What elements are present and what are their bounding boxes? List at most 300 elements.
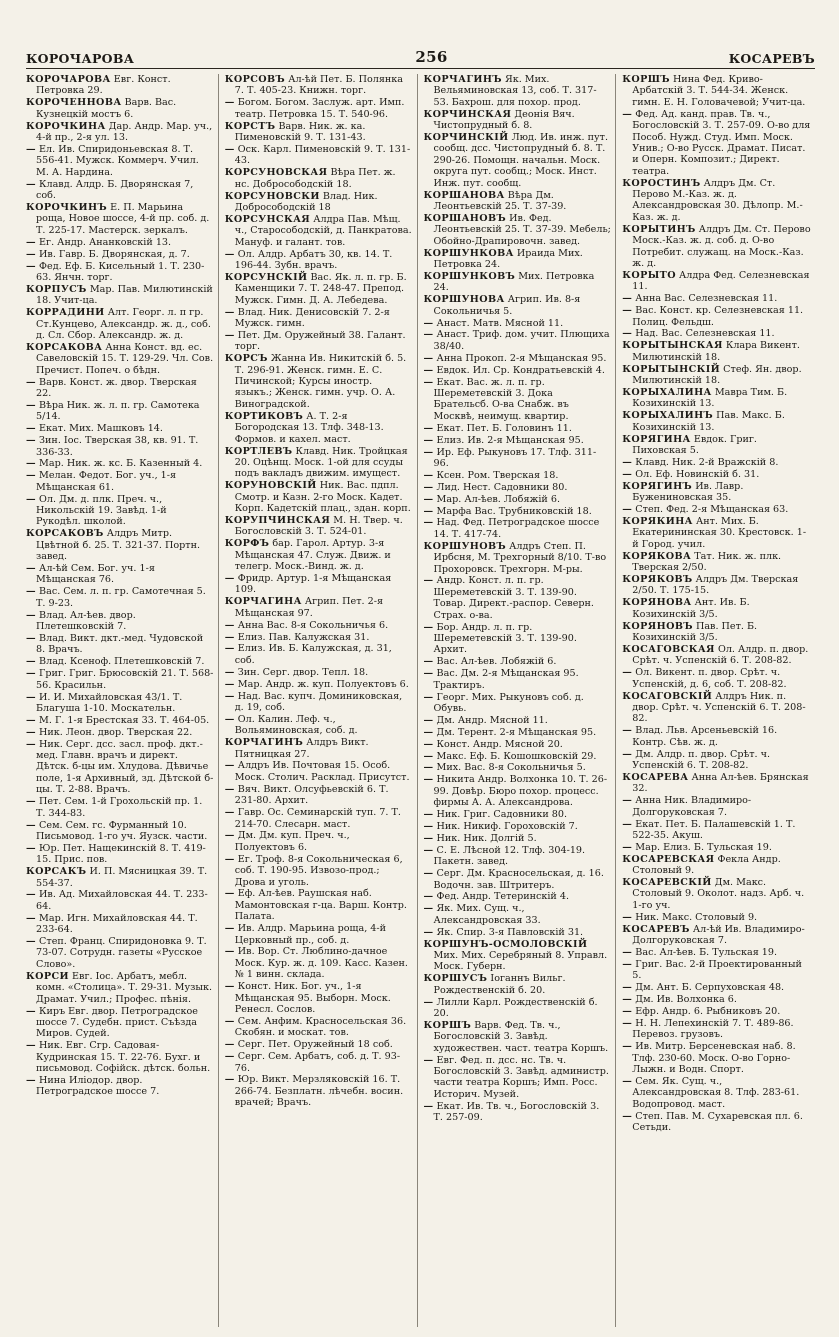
entry-name: КОРШУНОВА bbox=[423, 294, 505, 306]
directory-entry bbox=[424, 575, 612, 621]
entry-name: — bbox=[423, 996, 434, 1008]
entry-details: Елиз. Пав. Калужская 31. bbox=[234, 631, 370, 643]
directory-columns bbox=[26, 74, 815, 1327]
entry-name: — bbox=[423, 352, 434, 364]
directory-entry bbox=[622, 912, 811, 923]
entry-name: КОРЧИНСКАЯ bbox=[423, 108, 512, 120]
entry-details: Ник. Макс. Столовый 9. bbox=[632, 911, 758, 923]
entry-name: КОРШАНОВА bbox=[423, 189, 505, 201]
entry-name: КОСАРЕВА bbox=[622, 771, 689, 783]
entry-name: — bbox=[26, 248, 36, 260]
entry-details: Евг. Конст. Петровка 29. bbox=[36, 74, 171, 97]
directory-entry bbox=[26, 668, 214, 691]
entry-name: КОСАГОВСКІЙ bbox=[622, 690, 713, 702]
entry-name: — bbox=[224, 830, 235, 842]
entry-name: — bbox=[622, 1017, 633, 1029]
directory-entry bbox=[424, 692, 612, 715]
directory-entry bbox=[424, 656, 612, 667]
directory-entry bbox=[424, 517, 612, 540]
entry-details: Агрип. Ив. 8-я Сокольничья 5. bbox=[433, 294, 581, 317]
entry-name: — bbox=[224, 1015, 235, 1027]
directory-entry bbox=[26, 1040, 214, 1074]
entry-details: бар. Гарол. Артур. 3-я Мѣщанская 47. Служ. Движ. и телегр. Моск.-Винд. ж. д. bbox=[234, 538, 391, 573]
entry-details: Ираида Мих. Петровка 24. bbox=[433, 247, 583, 270]
entry-name: — bbox=[423, 809, 434, 821]
entry-details: Дм. Терент. 2-я Мѣщанская 95. bbox=[433, 726, 597, 738]
entry-name: КОРПУСЪ bbox=[26, 283, 87, 295]
directory-entry bbox=[225, 480, 413, 514]
entry-name: — bbox=[224, 631, 235, 643]
entry-name: — bbox=[26, 493, 36, 505]
entry-name: — bbox=[423, 469, 434, 481]
directory-entry bbox=[26, 1006, 214, 1040]
entry-name: КОРЯКОВА bbox=[622, 550, 692, 562]
entry-name: КОРСАКОВА bbox=[26, 341, 103, 353]
entry-name: — bbox=[423, 434, 434, 446]
directory-entry bbox=[225, 214, 413, 248]
entry-name: — bbox=[423, 656, 434, 668]
directory-entry bbox=[225, 691, 413, 714]
entry-name: КОРОЧКИНЪ bbox=[26, 201, 108, 213]
entry-name: — bbox=[622, 504, 633, 516]
entry-details: Григ. Григ. Брюсовскій 21. Т. 568-56. Красильн. bbox=[36, 668, 214, 691]
entry-details: Ол. Еф. Новинскій б. 31. bbox=[632, 468, 760, 480]
entry-name: — bbox=[423, 1100, 434, 1112]
directory-entry bbox=[225, 679, 413, 690]
entry-details: Влад. Льв. Арсеньевскій 16. Контр. Сѣв. ж. д. bbox=[632, 725, 778, 748]
directory-entry bbox=[424, 622, 612, 656]
entry-name: — bbox=[224, 783, 235, 795]
entry-name: КОСАРЕВСКІЙ bbox=[622, 877, 712, 889]
entry-details: Алдръ Викт. Пятницкая 27. bbox=[234, 737, 369, 760]
entry-details: Бор. Андр. л. п. гр. Шереметевскій 3. Т. 139-90. Архит. bbox=[433, 621, 577, 656]
directory-entry bbox=[26, 144, 214, 178]
entry-name: КОРШУНОВЪ bbox=[423, 540, 507, 552]
entry-details: Ник. Евг. Сгр. Садовая-Кудринская 15. Т. 22-76. Бухг. и письмовод. Софійск. дѣтск. больн. bbox=[36, 1040, 211, 1075]
entry-name: КОРСУНОВСКАЯ bbox=[224, 167, 328, 179]
directory-entry bbox=[26, 889, 214, 912]
entry-name: — bbox=[423, 891, 434, 903]
entry-details: Ив. Ад. Михайловская 44. Т. 233-64. bbox=[36, 889, 208, 912]
entry-details: Евдок. Ил. Ср. Кондратьевскій 4. bbox=[433, 364, 605, 376]
directory-entry bbox=[26, 866, 214, 889]
entry-details: Мар. Андр. ж. куп. Полуектовъ 6. bbox=[234, 678, 409, 690]
entry-name: КОРШАНОВЪ bbox=[423, 212, 507, 224]
directory-entry bbox=[26, 342, 214, 376]
entry-name: КОРЯНОВА bbox=[622, 597, 692, 609]
entry-name: КОРСУНОВСКИ bbox=[224, 190, 320, 202]
entry-name: — bbox=[224, 760, 235, 772]
entry-details: Алдръ Степ. П. Ирбсня, М. Трехгорный 8/10. Т-во Прохоровск. Трехгорн. М-ры. bbox=[433, 540, 607, 575]
entry-name: — bbox=[224, 248, 235, 260]
entry-details: Евг. Іос. Арбатъ, мебл. комн. «Столица». Т. 29-31. Музык. Драмат. Учил.; Профес. пѣнія. bbox=[36, 970, 213, 1005]
directory-entry bbox=[225, 330, 413, 353]
directory-entry bbox=[622, 877, 811, 911]
entry-name: — bbox=[622, 994, 633, 1006]
entry-details: Пав. Макс. Б. Козихинскій 13. bbox=[632, 410, 785, 433]
directory-entry bbox=[225, 737, 413, 760]
directory-entry bbox=[26, 563, 214, 586]
entry-details: Ег. Троф. 8-я Сокольническая 6, соб. Т. 190-95. Извозо-прод.; Дрова и уголь. bbox=[234, 853, 403, 888]
directory-entry bbox=[424, 353, 612, 364]
entry-details: Ив. Гавр. Б. Дворянская, д. 7. bbox=[36, 248, 190, 260]
entry-details: Степ. Пав. М. Сухаревская пл. 6. Сетьди. bbox=[632, 1110, 803, 1134]
entry-details: Алт. Георг. л. п гр. Ст.Кунцево, Александр. ж. д., соб. д. Сл. Сбор. Александр. ж. д. bbox=[36, 307, 211, 341]
entry-name: КОРЯГИНЪ bbox=[622, 480, 693, 492]
directory-entry bbox=[225, 714, 413, 737]
entry-details: И. И. Михайловская 43/1. Т. Благуша 1-10. Москательн. bbox=[36, 691, 183, 714]
entry-name: КОРЫТО bbox=[622, 269, 676, 281]
entry-details: Пет. Сем. 1-й Грохольскій пр. 1. Т. 344-83. bbox=[36, 796, 203, 819]
entry-name: КОРЫХАЛИНЪ bbox=[622, 410, 714, 422]
directory-entry bbox=[26, 739, 214, 796]
entry-name: — bbox=[423, 774, 434, 786]
entry-name: КОРШЪ bbox=[423, 1019, 472, 1031]
entry-details: Еф. Ал-ѣев. Раушская наб. Мамонтовская г-ца. Варш. Контр. Палата. bbox=[234, 888, 407, 923]
entry-name: — bbox=[622, 305, 633, 317]
directory-entry bbox=[26, 97, 214, 120]
entry-name: — bbox=[224, 143, 235, 155]
entry-name: КОРСТЪ bbox=[224, 120, 276, 132]
directory-entry bbox=[26, 727, 214, 738]
directory-entry bbox=[26, 843, 214, 866]
directory-entry bbox=[424, 423, 612, 434]
directory-entry bbox=[26, 249, 214, 260]
entry-details: Алдра Фед. Селезневская 11. bbox=[632, 269, 810, 293]
directory-entry bbox=[225, 643, 413, 666]
entry-name: — bbox=[224, 329, 235, 341]
directory-entry bbox=[424, 809, 612, 820]
entry-details: Мих. Мих. Серебряный 8. Управл. Моск. Губерн. bbox=[433, 949, 608, 973]
entry-details: Клавд. Ник. 2-й Вражскій 8. bbox=[632, 456, 779, 468]
entry-details: Анна Ник. Владимиро-Долгоруковская 7. bbox=[632, 795, 752, 818]
directory-entry bbox=[622, 481, 811, 504]
entry-name: КОРШУНКОВЪ bbox=[423, 270, 516, 282]
entry-details: Вѣра Дм. Леонтьевскій 25. Т. 37-39. bbox=[433, 189, 567, 212]
entry-details: Лилли Карл. Рождественскій б. 20. bbox=[433, 996, 598, 1019]
entry-name: КОРФЪ bbox=[224, 538, 270, 550]
directory-entry bbox=[622, 772, 811, 795]
entry-details: Вас. Сем. л. п. гр. Самотечная 5. Т. 9-23. bbox=[36, 586, 206, 609]
entry-name: — bbox=[26, 691, 36, 703]
entry-details: Ник. Никиф. Гороховскій 7. bbox=[433, 821, 578, 832]
entry-details: Іоганнъ Вильг. Рождественскій б. 20. bbox=[433, 973, 566, 996]
directory-entry bbox=[225, 167, 413, 190]
entry-details: Екат. Вас. ж. л. п. гр. Шереметевскій 3. Дока Брательсб. О-ва Снабж. въ Москвѣ, неимущ. квартир. bbox=[433, 376, 569, 422]
entry-name: КОРСАКЪ bbox=[26, 866, 87, 878]
entry-name: КОРШУНЪ-ОСМОЛОВСКІЙ bbox=[423, 938, 588, 950]
directory-entry bbox=[225, 830, 413, 853]
entry-details: Анна Конст. вд. ес. Савеловскій 15. Т. 129-29. Чл. Сов. Пречист. Попеч. о бѣдн. bbox=[36, 341, 214, 376]
entry-details: Нина Иліодор. двор. Петроградское шоссе 7. bbox=[36, 1074, 160, 1098]
entry-name: — bbox=[26, 458, 36, 470]
column-2 bbox=[225, 74, 418, 1327]
entry-name: — bbox=[622, 911, 633, 923]
directory-entry bbox=[424, 377, 612, 423]
entry-details: Вас. Ал-ѣев. Б. Тульская 19. bbox=[632, 946, 778, 958]
entry-name: — bbox=[622, 1110, 633, 1122]
entry-details: Фед. Еф. Б. Кисельный 1. Т. 230-63. Янчн. торг. bbox=[36, 260, 205, 283]
entry-details: Ол. Викент. п. двор. Срѣт. ч. Успенскій, д. 6, соб. Т. 208-82. bbox=[632, 667, 787, 690]
directory-entry bbox=[225, 538, 413, 572]
entry-details: Вас. Ал-ѣев. Лобяжій 6. bbox=[433, 656, 557, 668]
directory-entry bbox=[225, 446, 413, 480]
entry-name: КОРШУНКОВА bbox=[423, 247, 514, 259]
entry-details: Ант. Мих. Б. Екатерининская 30. Крестовск. 1-й Город. учил. bbox=[632, 515, 807, 550]
entry-name: — bbox=[622, 946, 633, 958]
entry-details: Мар. Елиз. Б. Тульская 19. bbox=[632, 841, 772, 853]
entry-details: Фекла Андр. Столовый 9. bbox=[632, 853, 781, 877]
directory-entry bbox=[424, 132, 612, 189]
directory-entry bbox=[225, 272, 413, 306]
entry-name: — bbox=[26, 435, 36, 447]
entry-details: Анна Вас. Селезневская 11. bbox=[632, 293, 778, 305]
directory-entry bbox=[26, 796, 214, 819]
entry-name: — bbox=[622, 725, 633, 737]
entry-name: — bbox=[26, 470, 36, 482]
entry-name: — bbox=[26, 586, 36, 598]
entry-details: Богом. Богом. Заслуж. арт. Имп. театр. Петровка 15. Т. 540-96. bbox=[234, 97, 405, 120]
entry-name: — bbox=[26, 819, 36, 831]
entry-details: Ол. Калин. Леф. ч., Вольяминовская, соб. д. bbox=[234, 713, 358, 737]
directory-entry bbox=[622, 924, 811, 947]
entry-name: — bbox=[423, 376, 434, 388]
entry-name: КОРЧАГИНЪ bbox=[423, 74, 502, 85]
directory-entry bbox=[622, 725, 811, 748]
directory-entry bbox=[424, 506, 612, 517]
entry-name: — bbox=[423, 621, 434, 633]
directory-entry bbox=[622, 270, 811, 293]
entry-name: — bbox=[423, 1054, 434, 1066]
entry-details: Ол. Алдр. Арбатъ 30, кв. 14. Т. 196-44. Зубн. врачъ. bbox=[234, 248, 393, 271]
entry-details: Вяч. Викт. Олсуфьевскій 6. Т. 231-80. Архит. bbox=[234, 783, 389, 807]
entry-details: Ник. Серг. дсс. засл. проф. дкт.-мед. Главн. врачъ и директ. Дѣтск. б-цы им. Хлудова. Дѣвичье поле, 1-я Архивный, зд. Дѣтской б-цы. Т. 2-88. Врачъ. bbox=[36, 738, 214, 796]
directory-entry bbox=[26, 261, 214, 284]
entry-details: Жанна Ив. Никитскій б. 5. Т. 296-91. Женск. гимн. Е. С. Пичинской; Курсы иностр. языкъ.; Женск. гимн. учр. О. А. Виноградской. bbox=[234, 353, 407, 410]
directory-entry bbox=[424, 927, 612, 938]
directory-entry bbox=[424, 739, 612, 750]
directory-entry bbox=[622, 410, 811, 433]
entry-details: Дм. Макс. Столовый 9. Околот. надз. Арб. ч. 1-го уч. bbox=[632, 877, 805, 911]
entry-details: Макс. Еф. Б. Кошошковскій 29. bbox=[433, 750, 597, 762]
directory-entry bbox=[424, 74, 612, 108]
directory-entry bbox=[26, 121, 214, 144]
directory-entry bbox=[225, 307, 413, 330]
entry-details: Дм. Алдр. п. двор. Срѣт. ч. Успенскій 6. Т. 208-82. bbox=[632, 748, 771, 771]
directory-entry bbox=[424, 271, 612, 294]
entry-details: Дм. Ив. Волхонка 6. bbox=[632, 994, 737, 1006]
entry-name: КОРЯГИНА bbox=[622, 433, 691, 445]
directory-entry bbox=[26, 610, 214, 633]
entry-name: КОРЯКОВЪ bbox=[622, 573, 693, 585]
entry-name: КОРСОВЪ bbox=[224, 74, 286, 85]
entry-name: — bbox=[423, 668, 434, 680]
entry-details: Варв. Конст. ж. двор. Тверская 22. bbox=[36, 376, 197, 399]
entry-details: Серг. Дм. Красносельская, д. 16. Водочн. зав. Штритеръ. bbox=[433, 868, 604, 891]
entry-details: Евдок. Григ. Пиховская 5. bbox=[632, 433, 757, 456]
entry-details: Ник. Вас. пдпл. Смотр. и Казн. 2-го Моск. Кадет. Корп. Кадетскій плац., здан. корп. bbox=[234, 480, 411, 515]
entry-name: — bbox=[423, 903, 434, 915]
directory-entry bbox=[622, 842, 811, 853]
entry-details: Екат. Пет. Б. Палашевскій 1. Т. 522-35. Акуш. bbox=[632, 818, 796, 841]
entry-name: КОРЫТИНЪ bbox=[622, 223, 696, 235]
entry-details: Евг. Фед. п. дсс. нс. Тв. ч. Богословскій 3. Завѣд. администр. части театра Коршъ; Имп. Росс. Историч. Музей. bbox=[433, 1054, 609, 1100]
entry-details: Юр. Пет. Нащекинскій 8. Т. 419-15. Прис. пов. bbox=[36, 842, 206, 866]
entry-name: — bbox=[26, 796, 36, 808]
directory-entry bbox=[225, 1016, 413, 1039]
entry-name: — bbox=[26, 714, 36, 726]
entry-name: — bbox=[224, 1039, 235, 1051]
entry-details: Над. Вас. купч. Доминиковская, д. 19, соб. bbox=[234, 690, 403, 713]
directory-entry bbox=[26, 179, 214, 202]
entry-name: — bbox=[423, 517, 434, 529]
entry-name: — bbox=[26, 889, 36, 901]
entry-name: — bbox=[423, 329, 434, 341]
entry-name: КОРСИ bbox=[26, 970, 69, 982]
directory-entry bbox=[225, 923, 413, 946]
entry-details: Алдръ Дм. Ст. Перово М.-Каз. ж. д. Александровская 30. Дѣлопр. М.-Каз. ж. д. bbox=[632, 177, 803, 223]
entry-name: — bbox=[26, 936, 36, 948]
entry-details: Ив. Вор. Ст. Люблино-дачное Моск. Кур. ж. д. 109. Касс. Казен. № 1 винн. склада. bbox=[234, 946, 408, 981]
directory-entry bbox=[622, 364, 811, 387]
directory-entry bbox=[424, 447, 612, 470]
entry-name: — bbox=[224, 572, 235, 584]
directory-entry bbox=[622, 328, 811, 339]
directory-entry bbox=[424, 668, 612, 691]
directory-entry bbox=[26, 494, 214, 528]
entry-details: Клара Викент. Милютинскій 18. bbox=[632, 340, 800, 363]
directory-entry bbox=[622, 1006, 811, 1017]
entry-name: КОРСУНСКІЙ bbox=[224, 271, 308, 283]
entry-details: Клавд. Алдр. Б. Дворянская 7, соб. bbox=[36, 178, 194, 202]
entry-name: КОРЧАГИНА bbox=[224, 596, 302, 608]
directory-entry bbox=[225, 411, 413, 445]
entry-details: Зин. Серг. двор. Тепл. 18. bbox=[234, 666, 369, 678]
entry-name: — bbox=[224, 853, 235, 865]
header-right-term: КОСАРЕВЪ bbox=[728, 51, 815, 66]
directory-entry bbox=[622, 994, 811, 1005]
entry-name: — bbox=[622, 748, 633, 760]
directory-entry bbox=[622, 504, 811, 515]
entry-name: — bbox=[26, 143, 36, 155]
directory-entry bbox=[424, 939, 612, 973]
directory-entry bbox=[424, 109, 612, 132]
directory-entry bbox=[622, 819, 811, 842]
entry-details: Дм. Дм. куп. Преч. ч., Полуектовъ 6. bbox=[234, 830, 350, 853]
directory-entry bbox=[424, 715, 612, 726]
entry-details: Мих. Вас. 8-я Сокольничья 5. bbox=[433, 762, 586, 774]
entry-name: — bbox=[423, 575, 434, 587]
directory-entry bbox=[622, 293, 811, 304]
directory-entry bbox=[424, 470, 612, 481]
entry-name: — bbox=[622, 1075, 633, 1087]
entry-details: Анаст. Триф. дом. учит. Плющиха 38/40. bbox=[433, 329, 610, 352]
directory-entry bbox=[424, 727, 612, 738]
entry-details: Анаст. Матв. Мясной 11. bbox=[433, 317, 564, 329]
entry-details: Дм. Ант. Б. Серпуховская 48. bbox=[632, 982, 785, 994]
directory-entry bbox=[26, 284, 214, 307]
directory-entry bbox=[424, 903, 612, 926]
entry-name: — bbox=[622, 982, 633, 994]
entry-details: Стеф. Ян. двор. Милютинскій 18. bbox=[632, 363, 802, 387]
directory-entry bbox=[622, 1111, 811, 1134]
entry-name: КОРРАДИНИ bbox=[26, 307, 105, 319]
directory-entry bbox=[225, 620, 413, 631]
directory-entry bbox=[424, 1101, 612, 1124]
entry-name: — bbox=[423, 505, 434, 517]
directory-entry bbox=[424, 248, 612, 271]
entry-details: Над. Фед. Петроградское шоссе 14. Т. 417-74. bbox=[433, 517, 600, 540]
directory-entry bbox=[424, 541, 612, 575]
entry-details: Ник. Григ. Садовники 80. bbox=[433, 809, 568, 821]
directory-entry bbox=[26, 307, 214, 341]
entry-details: Ив. Фед. Леонтьевскій 25. Т. 37-39. Мебель; Обойно-Драпировочн. завед. bbox=[433, 212, 611, 247]
entry-details: Н. Н. Лепехинскій 7. Т. 489-86. Перевоз. грузовъ. bbox=[632, 1017, 794, 1041]
entry-name: — bbox=[224, 678, 235, 690]
entry-name: — bbox=[26, 738, 36, 750]
entry-details: Ел. Ив. Спиридоньевская 8. Т. 556-41. Мужск. Коммерч. Учил. М. А. Нардина. bbox=[36, 143, 199, 178]
entry-name: — bbox=[26, 178, 36, 190]
entry-name: — bbox=[423, 832, 434, 844]
entry-details: Варв. Ник. ж. ка. Пименовскій 9. Т. 131-43. bbox=[234, 120, 366, 144]
entry-details: Мавра Тим. Б. Козихинскій 13. bbox=[632, 386, 788, 410]
directory-entry bbox=[26, 435, 214, 458]
entry-name: — bbox=[26, 1074, 36, 1086]
entry-name: — bbox=[622, 1041, 633, 1053]
entry-name: КОРУПЧИНСКАЯ bbox=[224, 514, 331, 526]
entry-name: — bbox=[224, 666, 235, 678]
directory-entry bbox=[622, 387, 811, 410]
column-1 bbox=[26, 74, 219, 1327]
directory-entry bbox=[424, 482, 612, 493]
directory-entry bbox=[622, 644, 811, 667]
entry-details: Ник. Леон. двор. Тверская 22. bbox=[36, 726, 193, 738]
entry-name: — bbox=[622, 841, 633, 853]
directory-entry bbox=[622, 959, 811, 982]
entry-name: КОСАРЕВСКАЯ bbox=[622, 853, 715, 865]
directory-entry bbox=[424, 751, 612, 762]
entry-details: Влад. Викт. дкт.-мед. Чудовской 8. Врачъ. bbox=[36, 633, 204, 656]
entry-details: Ал-ѣй Сем. Бог. уч. 1-я Мѣщанская 76. bbox=[36, 563, 155, 586]
entry-name: — bbox=[224, 713, 235, 725]
directory-entry bbox=[225, 1074, 413, 1108]
entry-details: Алдръ Ив. Почтовая 15. Особ. Моск. Столич. Расклад. Присутст. bbox=[234, 760, 410, 783]
entry-details: Никита Андр. Волхонка 10. Т. 26-99. Довѣр. Бюро похор. процесс. фирмы А. А. Александрова. bbox=[433, 774, 608, 809]
directory-entry bbox=[225, 981, 413, 1015]
entry-name: — bbox=[26, 260, 36, 272]
directory-entry bbox=[424, 294, 612, 317]
directory-entry bbox=[622, 469, 811, 480]
directory-entry bbox=[225, 97, 413, 120]
entry-name: КОРОЧКИНА bbox=[26, 120, 106, 132]
directory-entry bbox=[622, 109, 811, 177]
entry-details: Деонія Вяч. Чистопрудный б. 8. bbox=[433, 108, 575, 132]
directory-entry bbox=[26, 715, 214, 726]
entry-details: Нина Фед. Криво-Арбатскій 3. Т. 544-34. Женск. гимн. Е. Н. Головачевой; Учит-ца. bbox=[632, 74, 806, 108]
entry-details: С. Е. Лѣсной 12. Тлф. 304-19. Пакетн. завед. bbox=[433, 844, 586, 868]
entry-details: Ал-ѣй Ив. Владимиро-Долгоруковская 7. bbox=[632, 923, 805, 947]
entry-details: Влад. Ксеноф. Плетешковскій 7. bbox=[36, 656, 205, 668]
entry-details: Мелан. Федот. Бог. уч., 1-я Мѣщанская 61. bbox=[36, 470, 177, 493]
entry-details: Клавд. Ник. Тройцкая 20. Оцѣнщ. Моск. 1-ой для ссуды подъ вакладъ движим. имущест. bbox=[234, 445, 408, 480]
entry-details: А. Т. 2-я Богородская 13. Тлф. 348-13. Формов. и кахел. маст. bbox=[234, 410, 384, 445]
directory-entry bbox=[225, 515, 413, 538]
entry-name: — bbox=[26, 609, 36, 621]
entry-name: КОРЯКИНА bbox=[622, 515, 693, 527]
directory-entry bbox=[622, 516, 811, 550]
entry-name: — bbox=[224, 643, 235, 655]
entry-details: Алдръ Митр. Цвѣтной б. 25. Т. 321-37. Портн. завед. bbox=[36, 528, 201, 563]
